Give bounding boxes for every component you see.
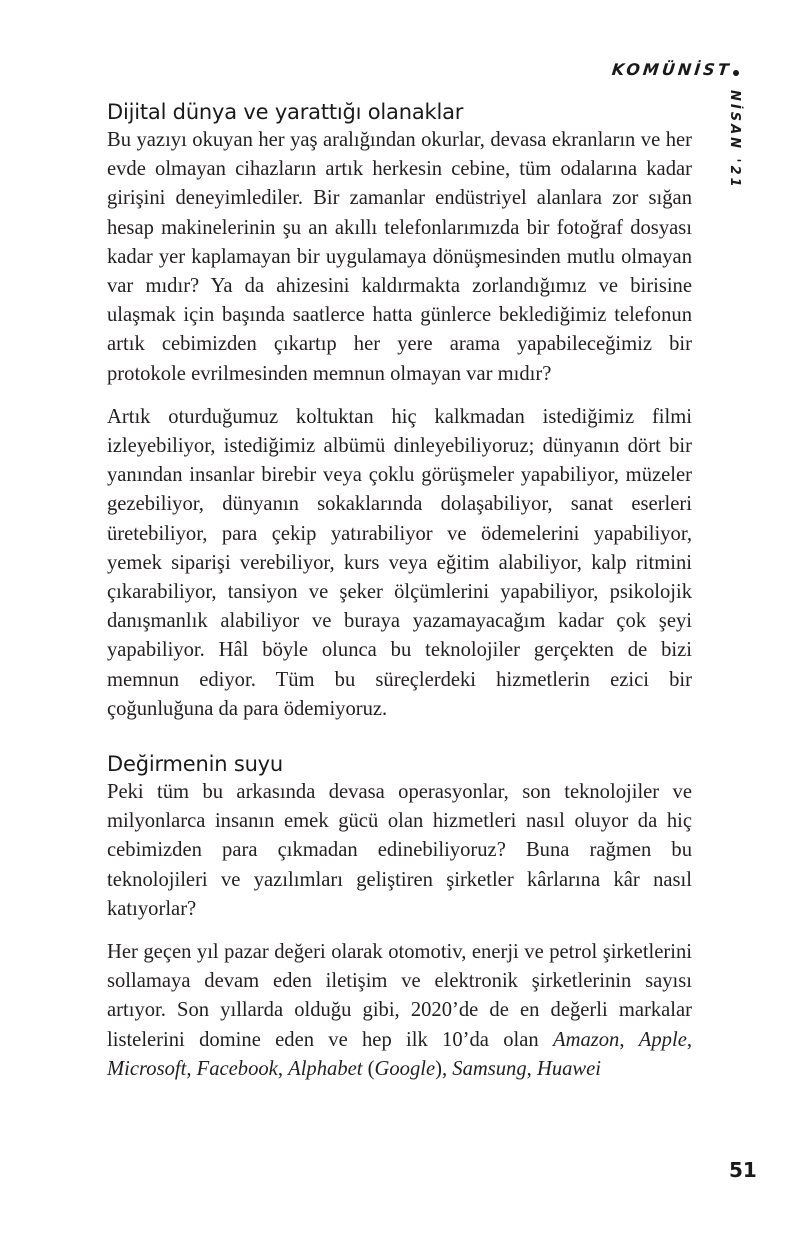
paragraph: Her geçen yıl pazar değeri olarak otomotiv, enerji ve petrol şirketlerini sollamaya devam eden iletişim ve elektronik şirketlerinin sayısı artıyor. Son yıllarda olduğu gibi, 2020’de de en değerli markalar listelerini domine eden ve hep ilk 10’da olan Amazon, Apple, Microsoft, Facebook, Alphabet (Google), Samsung, Huawei: [107, 941, 692, 1080]
brand-google: Google: [374, 1057, 436, 1080]
header-brand: KOMÜNİST: [611, 60, 733, 79]
section-title: Dijital dünya ve yarattığı olanaklar: [107, 100, 464, 124]
brand-microsoft: Microsoft: [107, 1057, 187, 1080]
paragraph: Peki tüm bu arkasında devasa operasyonlar, son teknolojiler ve milyonlarca insanın emek gücü olan hizmetleri nasıl oluyor da hiç cebimizden para çıkmadan edinebiliyoruz? Buna rağmen bu teknolojileri ve yazılımları geliştiren şirketler kârlarına kâr nasıl katıyorlar?: [107, 781, 692, 920]
brand-amazon: Amazon: [553, 1028, 620, 1051]
brand-samsung: Samsung: [452, 1057, 527, 1080]
paragraph: Artık oturduğumuz koltuktan hiç kalkmadan istediğimiz filmi izleyebiliyor, istediğimiz albümü dinleyebiliyoruz; dünyanın dört bir yanından insanlar birebir veya çoklu görüşmeler yapabiliyor, müzeler gezebiliyor, dünyanın sokaklarında dolaşabiliyor, sanat eserleri üretebiliyor, para çekip yatırabiliyor ve ödemelerini yapabiliyor, yemek siparişi verebiliyor, kurs veya eğitim alabiliyor, kalp ritmini çıkarabiliyor, tansiyon ve şeker ölçümlerini yapabiliyor, psikolojik danışmanlık alabiliyor ve buraya yazamayacağım kadar çok şeyi yapabiliyor. Hâl böyle olunca bu teknolojiler gerçekten de bizi memnun ediyor. Tüm bu süreçlerdeki hizmetlerin ezici bir çoğunluğuna da para ödemiyoruz.: [107, 405, 692, 720]
brand-facebook: Facebook: [196, 1057, 278, 1080]
header-issue: NİSAN '21: [727, 90, 742, 190]
section-title: Değirmenin suyu: [107, 752, 284, 777]
brand-huawei: Huawei: [536, 1057, 602, 1080]
paragraph-text: Her geçen yıl pazar değeri olarak otomotiv, enerji ve petrol şirketlerini sollamaya devam eden iletişim ve elektronik şirketlerinin sayısı artıyor. Son yıllarda olduğu gibi, 2020’de de en değerli markalar listelerini domine eden ve hep ilk 10’da olan: [107, 941, 692, 1051]
bullet-dot-icon: [733, 70, 739, 76]
paragraph: Bu yazıyı okuyan her yaş aralığından okurlar, devasa ekranların ve her evde olmayan cihazların artık herkesin cebine, tüm odalarına kadar girişini deneyimlediler. Bir zamanlar endüstriyel alanlara zor sığan hesap makinelerinin şu an akıllı telefonlarımızda bir fotoğraf dosyası kadar yer kaplamayan bir uygulamaya dönüşmesinden mutlu olmayan var mıdır? Ya da ahizesini kaldırmakta zorlandığımız ve birisine ulaşmak için başında saatlerce hatta günlerce beklediğimiz telefonun artık cebimizden çıkartıp her yere arama yapabileceğimiz bir protokole evrilmesinden memnun olmayan var mıdır?: [107, 129, 692, 385]
brand-alphabet: Alphabet: [288, 1057, 363, 1080]
brand-apple: Apple: [638, 1028, 687, 1051]
page-number: 51: [729, 1158, 757, 1182]
article-body: [107, 100, 692, 1098]
